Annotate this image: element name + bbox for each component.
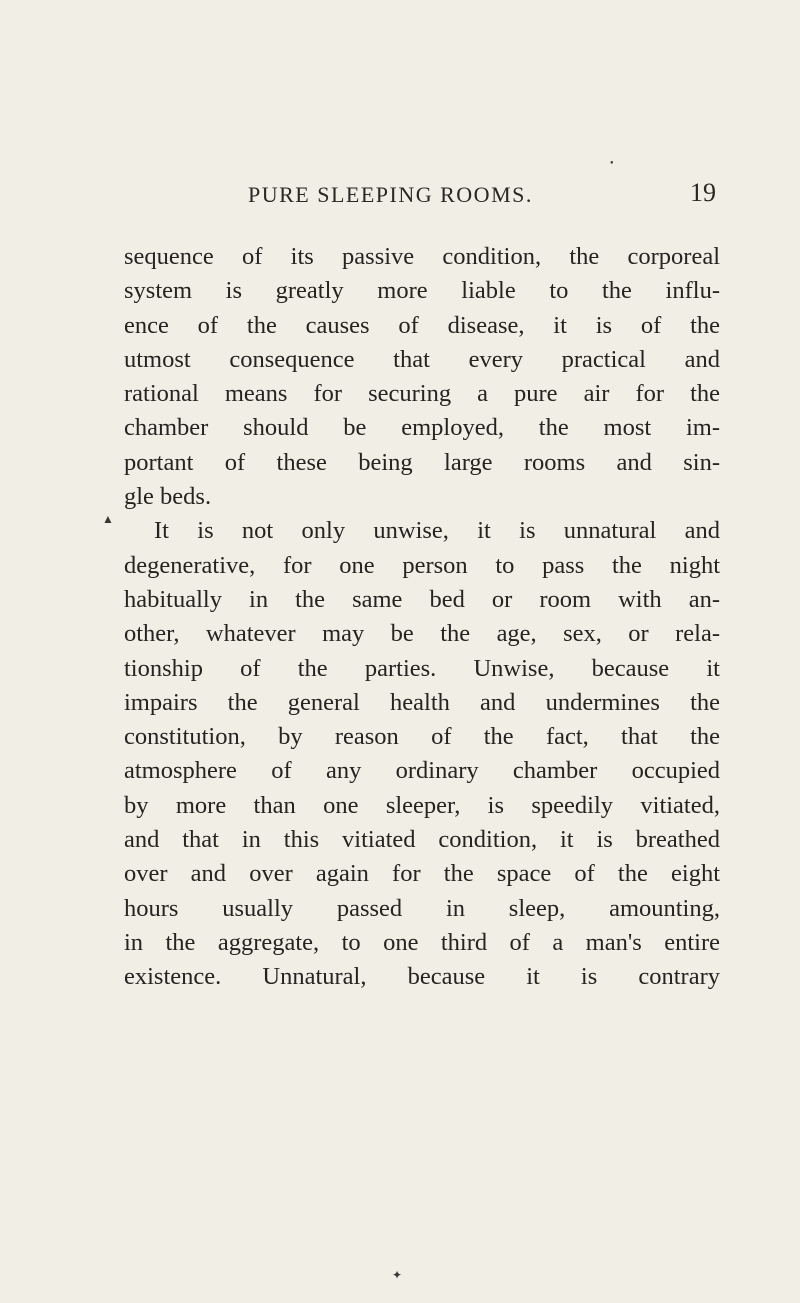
- print-speck-icon: ✦: [392, 1268, 403, 1282]
- text-line: in the aggregate, to one third of a man's entire: [124, 928, 720, 956]
- text-line: other, whatever may be the age, sex, or rela-: [124, 620, 720, 648]
- text-line: tionship of the parties. Unwise, because it: [124, 654, 720, 682]
- text-line: ence of the causes of disease, it is of the: [124, 311, 720, 339]
- text-line: chamber should be employed, the most im-: [124, 414, 720, 442]
- print-speck-icon: ▲: [102, 512, 114, 526]
- text-line: habitually in the same bed or room with an-: [124, 585, 720, 613]
- text-line: atmosphere of any ordinary chamber occupied: [124, 757, 720, 785]
- text-line: gle beds.: [124, 483, 212, 511]
- text-line: utmost consequence that every practical and: [124, 345, 720, 373]
- text-line: sequence of its passive condition, the corporeal: [124, 243, 720, 270]
- text-line: rational means for securing a pure air for the: [124, 380, 720, 408]
- page-number: 19: [690, 178, 716, 207]
- text-line: existence. Unnatural, because it is contrary: [124, 963, 720, 991]
- text-line: system is greatly more liable to the influ-: [124, 277, 720, 305]
- text-line: portant of these being large rooms and sin-: [124, 448, 720, 476]
- text-line: impairs the general health and undermines the: [124, 688, 720, 716]
- text-line: by more than one sleeper, is speedily vitiated,: [124, 791, 720, 819]
- body-text: [124, 240, 720, 995]
- text-line: and that in this vitiated condition, it is breathed: [124, 826, 720, 854]
- text-line: degenerative, for one person to pass the night: [124, 551, 720, 579]
- text-line: hours usually passed in sleep, amounting,: [124, 894, 720, 922]
- print-speck-icon: ●: [610, 160, 614, 166]
- text-line: It is not only unwise, it is unnatural and: [154, 517, 720, 545]
- running-head: [248, 178, 716, 218]
- running-title: PURE SLEEPING ROOMS.: [248, 182, 533, 207]
- text-line: over and over again for the space of the eight: [124, 860, 720, 888]
- text-line: constitution, by reason of the fact, that the: [124, 723, 720, 751]
